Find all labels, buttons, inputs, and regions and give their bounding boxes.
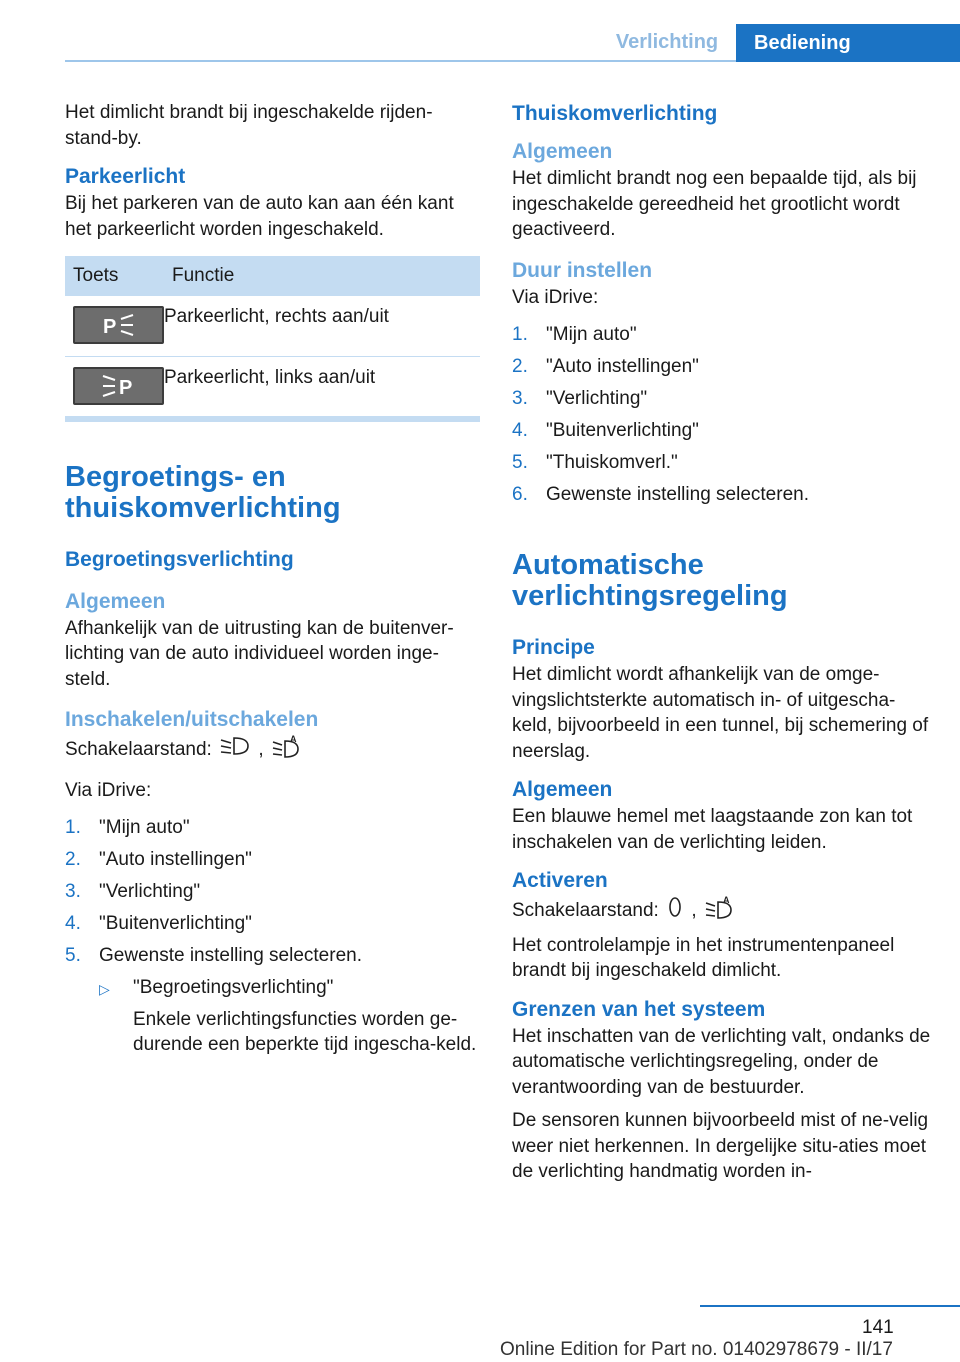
- list-item: 3. "Verlichting": [65, 881, 201, 902]
- footer-rule: [700, 1305, 960, 1307]
- idrive-label: Via iDrive:: [65, 779, 152, 801]
- table-cell-function: Parkeerlicht, rechts aan/uit: [164, 296, 480, 356]
- principle-text: Het dimlicht wordt afhankelijk van de omge-vingslichtsterkte automatisch in- of uitgescha-keld, bijvoorbeeld in een tunnel, bij schemering of neerslag.: [512, 664, 929, 762]
- svg-text:A: A: [722, 895, 730, 905]
- section-heading: Begroetings- en thuiskomverlichting: [65, 460, 341, 524]
- right-column: [512, 100, 932, 1197]
- list-item: 1. "Mijn auto": [65, 817, 190, 838]
- welcome-steps-list: [65, 815, 480, 975]
- general-heading: Algemeen: [512, 140, 613, 163]
- activate-heading: Activeren: [512, 869, 608, 892]
- svg-text:P: P: [102, 316, 116, 338]
- general-text: Het dimlicht brandt nog een bepaalde tijd, als bij ingeschakelde gereedheid het grootlicht wordt geactiveerd.: [512, 168, 917, 240]
- parking-light-table: [65, 256, 480, 417]
- left-column: [65, 100, 480, 1058]
- duration-heading: Duur instellen: [512, 258, 653, 282]
- list-item: 6. Gewenste instelling selecteren.: [512, 484, 809, 505]
- switch-label: Schakelaarstand:: [512, 899, 659, 921]
- comma: ,: [691, 899, 697, 921]
- onoff-heading: Inschakelen/uitschakelen: [65, 708, 319, 731]
- home-light-heading: Thuiskomverlichting: [512, 102, 718, 125]
- table-header-key: Toets: [65, 256, 164, 296]
- svg-text:A: A: [289, 734, 297, 744]
- table-end-rule: [65, 417, 480, 422]
- list-item: 5. "Thuiskomverl.": [512, 452, 678, 473]
- list-item: 2. "Auto instellingen": [512, 356, 699, 377]
- limits-text-1: Het inschatten van de verlichting valt, ondanks de automatische verlichtingsregeling, onder de verantwoording van de bestuurder.: [512, 1025, 931, 1098]
- comma: ,: [258, 738, 264, 760]
- principle-heading: Principe: [512, 636, 595, 659]
- table-cell-function: Parkeerlicht, links aan/uit: [164, 356, 480, 416]
- table-row: [65, 356, 480, 416]
- header-section-tab[interactable]: Verlichting: [615, 31, 719, 53]
- auto-headlight-icon: [705, 895, 735, 927]
- list-item: 3. "Verlichting": [512, 388, 648, 409]
- list-item: 5. Gewenste instelling selecteren.: [65, 945, 362, 966]
- home-steps-list: [512, 322, 932, 514]
- svg-text:P: P: [118, 376, 132, 399]
- limits-text-2: De sensoren kunnen bijvoorbeeld mist of ne-velig weer niet herkennen. In dergelijke situ-aties moet de verlichting handmatig worden in-: [512, 1110, 929, 1182]
- general2-heading: Algemeen: [512, 778, 613, 801]
- general-heading: Algemeen: [65, 589, 166, 613]
- list-item: 2. "Auto instellingen": [65, 849, 252, 870]
- switch-position-line: [65, 734, 480, 766]
- activate-text: Het controlelampje in het instrumentenpaneel brandt bij ingeschakeld dimlicht.: [512, 934, 895, 981]
- substep-text: Enkele verlichtingsfuncties worden ge-durende een beperkte tijd ingescha-keld.: [133, 1008, 477, 1055]
- welcome-light-heading: Begroetingsverlichting: [65, 547, 294, 571]
- substep-title: "Begroetingsverlichting": [133, 977, 334, 998]
- parking-light-right-icon: [73, 306, 164, 344]
- parking-light-heading: Parkeerlicht: [65, 165, 186, 188]
- header-chapter-tab[interactable]: Bediening: [736, 24, 960, 62]
- edition-footer: Online Edition for Part no. 01402978679 - II/17: [500, 1339, 893, 1360]
- list-item: 4. "Buitenverlichting": [65, 913, 252, 934]
- limits-heading: Grenzen van het systeem: [512, 997, 766, 1021]
- general-text: Afhankelijk van de uitrusting kan de buitenver-lichting van de auto individueel worden inge-steld.: [65, 617, 454, 690]
- auto-headlight-icon: [272, 734, 302, 766]
- sub-list-item: [99, 975, 480, 1058]
- triangle-bullet-icon: ▷: [99, 981, 110, 997]
- switch-label: Schakelaarstand:: [65, 738, 212, 760]
- auto-light-section-heading: Automatische verlichtingsregeling: [512, 549, 788, 612]
- parking-light-text: Bij het parkeren van de auto kan aan één kant het parkeerlicht worden ingeschakeld.: [65, 193, 454, 240]
- low-beam-icon: [220, 735, 250, 765]
- switch-position-line: [512, 895, 932, 927]
- list-item: 1. "Mijn auto": [512, 324, 637, 345]
- parking-light-left-icon: [73, 367, 164, 405]
- off-position-icon: [667, 896, 683, 926]
- page-number: 141: [862, 1317, 894, 1338]
- intro-text: Het dimlicht brandt bij ingeschakelde rijden-stand-by.: [65, 102, 433, 149]
- table-header-function: Functie: [164, 256, 480, 296]
- list-item: 4. "Buitenverlichting": [512, 420, 699, 441]
- general2-text: Een blauwe hemel met laagstaande zon kan tot inschakelen van de verlichting leiden.: [512, 806, 913, 853]
- table-row: [65, 296, 480, 356]
- idrive-label: Via iDrive:: [512, 286, 599, 308]
